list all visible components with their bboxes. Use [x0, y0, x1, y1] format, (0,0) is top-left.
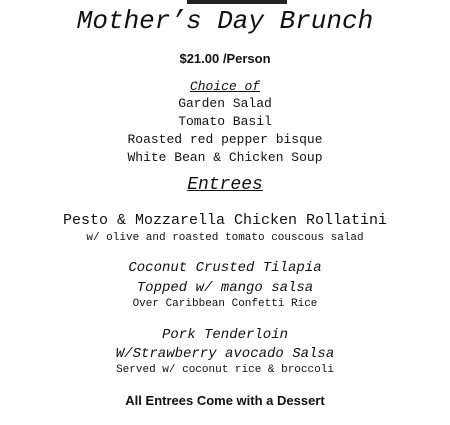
entree-description: Over Caribbean Confetti Rice [132, 298, 318, 310]
entree-description: w/ olive and roasted tomato couscous salad [86, 232, 364, 244]
choice-item: Roasted red pepper bisque [127, 132, 323, 147]
entree-name: Pesto & Mozzarella Chicken Rollatini [62, 212, 388, 229]
entrees-heading: Entrees [187, 175, 263, 195]
top-decorative-bar [187, 0, 287, 4]
choice-item: White Bean & Chicken Soup [127, 150, 323, 165]
choice-item: Tomato Basil [178, 114, 272, 129]
entree-name: Coconut Crusted Tilapia [128, 260, 322, 276]
menu-title: Mother’s Day Brunch [76, 6, 374, 36]
entree-subtitle: Topped w/ mango salsa [136, 280, 314, 296]
choice-heading: Choice of [189, 79, 261, 94]
entree-name: Pork Tenderloin [161, 327, 289, 343]
footer-note: All Entrees Come with a Dessert [125, 393, 325, 408]
entree-subtitle: W/Strawberry avocado Salsa [115, 346, 335, 362]
menu-price: $21.00 /Person [179, 51, 271, 66]
entree-description: Served w/ coconut rice & broccoli [116, 364, 334, 376]
choice-item: Garden Salad [178, 96, 272, 111]
